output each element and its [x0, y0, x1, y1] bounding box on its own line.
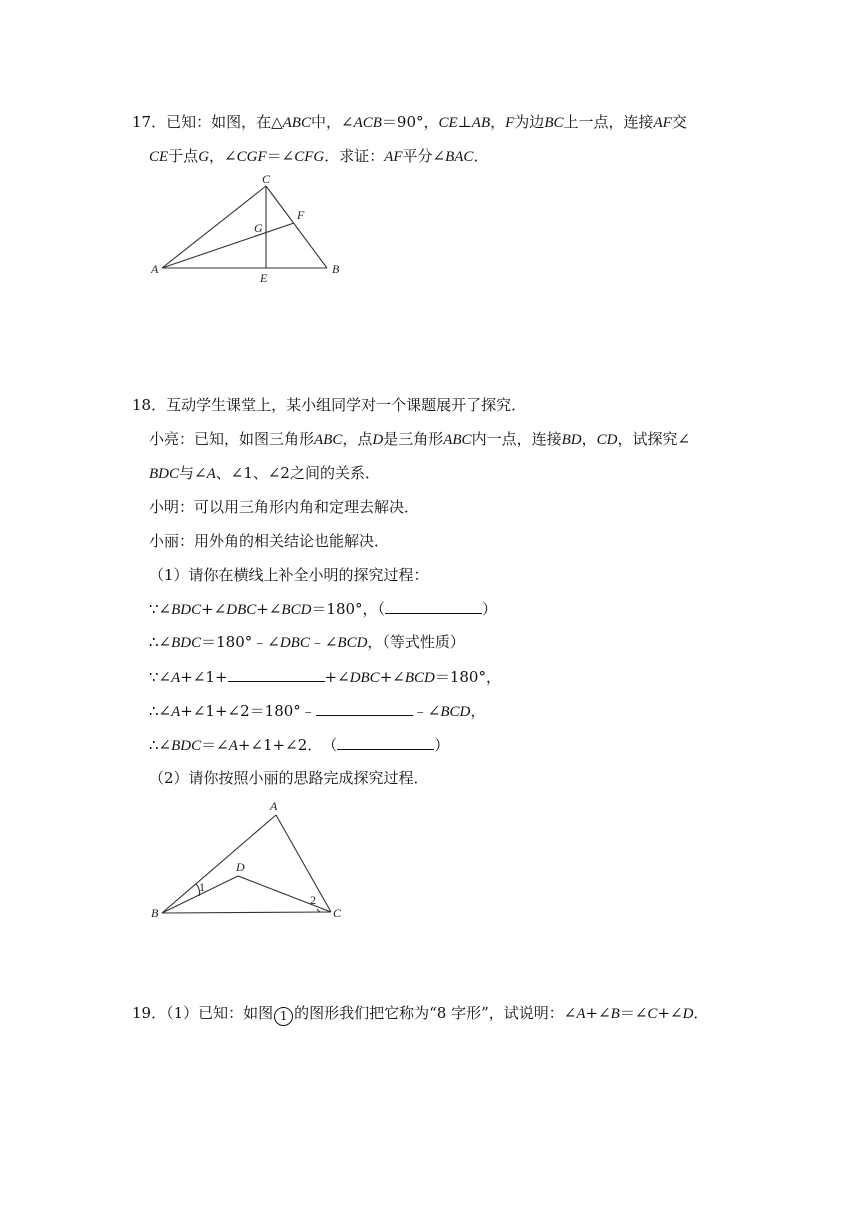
label-a: A: [270, 799, 278, 813]
label-a: A: [151, 262, 159, 276]
question-number: 19．: [132, 1004, 167, 1022]
q18-step3: ∵∠A+∠1+ +∠DBC+∠BCD＝180°，: [149, 668, 501, 686]
label-angle-2: 2: [310, 893, 316, 907]
label-g: G: [254, 221, 263, 235]
q18-step5: ∴∠BDC＝∠A+∠1+∠2． （ ）: [149, 736, 450, 754]
question-number: 17．: [132, 113, 167, 131]
circled-number-1: 1: [274, 1007, 293, 1026]
q19-line1: 19．（1）已知：如图 1 的图形我们把它称为“8 字形”，试说明：∠A+∠B＝∠C+∠D．: [132, 1003, 708, 1026]
label-e: E: [260, 271, 268, 285]
q18-step1: ∵∠BDC+∠DBC+∠BCD＝180°，（ ）: [149, 600, 498, 618]
label-c: C: [262, 172, 271, 186]
label-d: D: [236, 860, 245, 874]
q18-xiaoliang-line2: BDC与∠A、∠1、∠2之间的关系．: [149, 464, 380, 482]
segments-bd-dc: [162, 876, 331, 913]
q18-xiaoliang-line1: 小亮：已知，如图三角形ABC，点D是三角形ABC内一点，连接BD，CD，试探究∠: [149, 430, 691, 448]
question-number: 18．: [132, 396, 167, 414]
q18-intro: 18．互动学生课堂上，某小组同学对一个课题展开了探究．: [132, 396, 527, 414]
label-b: B: [332, 262, 340, 276]
q18-step4: ∴∠A+∠1+∠2＝180°﹣ ﹣∠BCD，: [149, 702, 486, 720]
q18-part1: （1）请你在横线上补全小明的探究过程：: [149, 566, 429, 584]
segment-ba: [162, 815, 276, 913]
label-f: F: [297, 208, 305, 222]
q17-line1: 17．已知：如图，在△ABC中，∠ACB＝90°，CE⊥AB，F为边BC上一点，连接AF交: [132, 113, 687, 131]
q18-step2: ∴∠BDC＝180°﹣∠DBC﹣∠BCD，（等式性质）: [149, 633, 465, 651]
label-angle-1: 1: [199, 880, 205, 894]
segment-ac: [276, 815, 331, 912]
q17-line2: CE于点G，∠CGF＝∠CFG．求证：AF平分∠BAC．: [149, 147, 489, 165]
q18-part2: （2）请你按照小丽的思路完成探究过程．: [149, 769, 429, 787]
label-b: B: [151, 906, 159, 920]
q18-xiaoming: 小明：可以用三角形内角和定理去解决．: [149, 498, 420, 516]
label-c: C: [333, 906, 342, 920]
segment-bc: [162, 912, 331, 913]
q18-xiaoli: 小丽：用外角的相关结论也能解决．: [149, 532, 390, 550]
